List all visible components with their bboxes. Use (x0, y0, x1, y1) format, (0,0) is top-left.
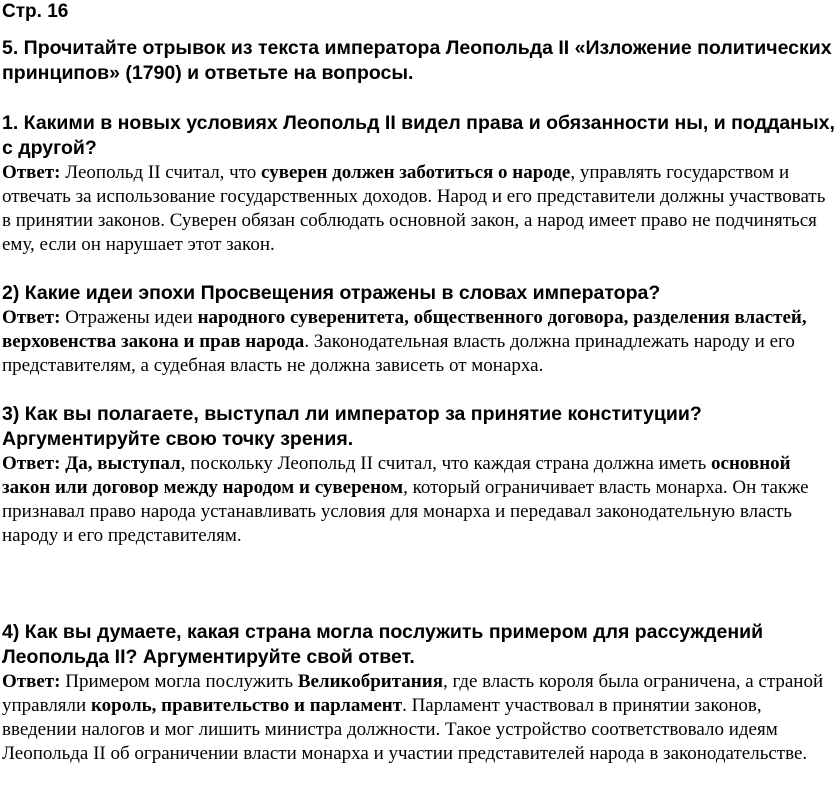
question-4: 4) Как вы думаете, какая страна могла послужить примером для рассуждений Леопольда II? Аргументируйте свой ответ. (2, 621, 764, 668)
question-block-1 (2, 111, 837, 257)
question-block-3 (2, 402, 837, 548)
answer-3-bold-1: основной закон или договор между народом и сувереном (2, 453, 791, 498)
answer-3-text-2: , который ограничивает власть монарха. Он также признавал право народа устанавливать условия для монарха и передавал законодательную власть народу и его представителям. (2, 477, 809, 546)
answer-3-bold-0: Да, выступал (60, 453, 181, 474)
answer-4-text-3: . Парламент участвовал в принятии законов, введении налогов и мог лишить министра должности. Такое устройство соответствовало идеям Леопольда II об ограничении власти монарха и участии представителей народа в законодательстве. (2, 695, 808, 764)
answer-label: Ответ: (2, 307, 61, 328)
answer-3 (2, 452, 837, 548)
answer-4-text-1: Примером могла послужить (60, 671, 298, 692)
answer-label: Ответ: (2, 453, 61, 474)
answer-2 (2, 306, 837, 378)
answer-4-bold-2: король, правительство и парламент (90, 695, 403, 716)
answer-1-text-1: Леопольд II считал, что (60, 162, 262, 183)
question-block-4 (2, 620, 837, 766)
page-number: Стр. 16 (2, 1, 69, 22)
answer-2-bold-1: народного суверенитета, общественного договора, разделения властей, верховенства закона и прав народа (2, 307, 807, 352)
task-heading: 5. Прочитайте отрывок из текста императора Леопольда II «Изложение политических принципов» (1790) и ответьте на вопросы. (2, 37, 832, 84)
answer-1-text-2: , управлять государством и отвечать за использование государственных доходов. Народ и его представители должны участвовать в принятии законов. Суверен обязан соблюдать основной закон, а народ имеет право не подчиняться ему, если он нарушает этот закон. (2, 162, 826, 255)
answer-4-bold-1: Великобритания (297, 671, 443, 692)
answer-1 (2, 161, 837, 257)
answer-4 (2, 670, 837, 766)
answer-label: Ответ: (2, 162, 61, 183)
answer-2-text-2: . Законодательная власть должна принадлежать народу и его представителям, а судебная власть не должна зависеть от монарха. (2, 331, 795, 376)
document-page (2, 0, 837, 766)
question-1: 1. Какими в новых условиях Леопольд II видел права и обязанности ны, и подданых, с другой? (2, 112, 835, 159)
question-block-2 (2, 281, 837, 378)
answer-4-text-2: , где власть короля была ограничена, а страной управляли (2, 671, 824, 716)
answer-2-text-1: Отражены идеи (60, 307, 198, 328)
question-3: 3) Как вы полагаете, выступал ли император за принятие конституции? Аргументируйте свою точку зрения. (2, 403, 702, 450)
answer-1-bold-1: суверен должен заботиться о народе (261, 162, 571, 183)
question-2: 2) Какие идеи эпохи Просвещения отражены в словах императора? (2, 282, 661, 304)
answer-3-text-1: , поскольку Леопольд II считал, что каждая страна должна иметь (180, 453, 712, 474)
answer-label: Ответ: (2, 671, 61, 692)
